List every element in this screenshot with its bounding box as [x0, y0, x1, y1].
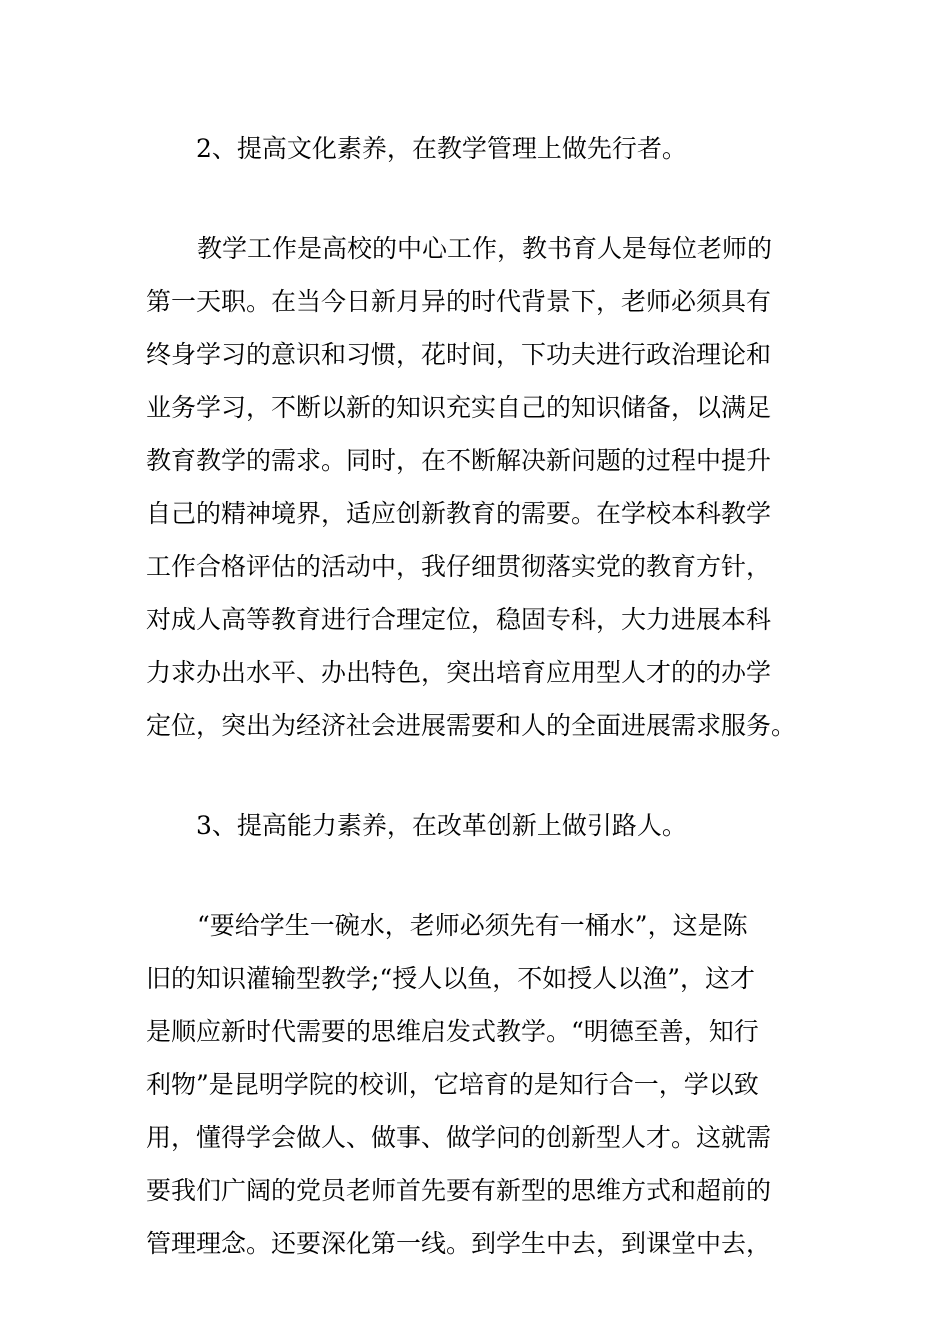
paragraph-line: 旧的知识灌输型教学;“授人以鱼，不如授人以渔”，这才: [146, 964, 755, 993]
section-heading-3: 3、提高能力素养，在改革创新上做引路人。: [196, 811, 687, 840]
paragraph-line: 对成人高等教育进行合理定位，稳固专科，大力进展本科: [146, 605, 772, 634]
paragraph-line: 定位，突出为经济社会进展需要和人的全面进展需求服务。: [146, 711, 797, 740]
paragraph-line: 利物”是昆明学院的校训，它培育的是知行合一，学以致: [146, 1070, 759, 1099]
paragraph-line: 管理理念。还要深化第一线。到学生中去，到课堂中去，: [146, 1229, 772, 1258]
paragraph-line: 力求办出水平、办出特色，突出培育应用型人才的的办学: [146, 658, 772, 687]
paragraph-line: 业务学习，不断以新的知识充实自己的知识储备，以满足: [146, 393, 772, 422]
paragraph-line: 是顺应新时代需要的思维启发式教学。“明德至善，知行: [146, 1017, 759, 1046]
section-heading-2: 2、提高文化素养，在教学管理上做先行者。: [196, 134, 687, 163]
paragraph-line: 教育教学的需求。同时，在不断解决新问题的过程中提升: [146, 446, 772, 475]
paragraph-line: 自己的精神境界，适应创新教育的需要。在学校本科教学: [146, 499, 772, 528]
paragraph-line: 用，懂得学会做人、做事、做学问的创新型人才。这就需: [146, 1123, 772, 1152]
paragraph-line: “要给学生一碗水，老师必须先有一桶水”，这是陈: [197, 911, 748, 940]
paragraph-line: 第一天职。在当今日新月异的时代背景下，老师必须具有: [146, 287, 772, 316]
paragraph-line: 终身学习的意识和习惯，花时间，下功夫进行政治理论和: [146, 340, 772, 369]
paragraph-line: 要我们广阔的党员老师首先要有新型的思维方式和超前的: [146, 1176, 772, 1205]
paragraph-line: 教学工作是高校的中心工作，教书育人是每位老师的: [197, 234, 773, 263]
paragraph-line: 工作合格评估的活动中，我仔细贯彻落实党的教育方针，: [146, 552, 772, 581]
